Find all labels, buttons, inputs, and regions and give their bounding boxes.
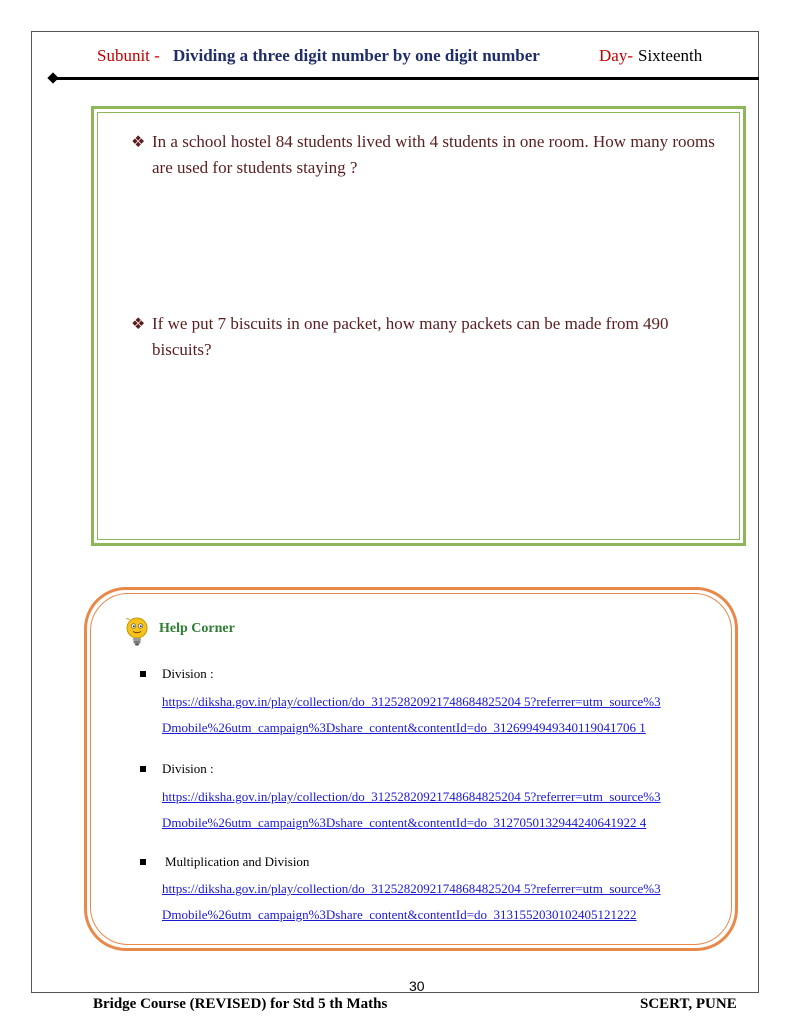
subunit-label: Subunit - — [97, 46, 160, 65]
footer-course-title: Bridge Course (REVISED) for Std 5 th Maths — [93, 996, 388, 1012]
page-header — [97, 46, 737, 70]
question-2 — [131, 311, 721, 363]
subunit-title: Dividing a three digit number by one digit number — [173, 46, 540, 65]
footer-publisher: SCERT, PUNE — [640, 996, 737, 1012]
lightbulb-face-icon — [124, 617, 150, 647]
help-item-link[interactable]: Dmobile%26utm_campaign%3Dshare_content&contentId=do_3127050132944240641922 4 — [162, 815, 647, 830]
header-rule — [54, 77, 759, 80]
help-item-link[interactable]: https://diksha.gov.in/play/collection/do_31252820921748684825204 5?referrer=utm_source%3 — [162, 881, 661, 896]
page-number: 30 — [409, 978, 425, 994]
square-bullet-icon — [140, 766, 146, 772]
day-label: Day- — [599, 46, 633, 65]
diamond-bullet-icon: ❖ — [131, 132, 146, 151]
help-item-link[interactable]: Dmobile%26utm_campaign%3Dshare_content&contentId=do_3131552030102405121222 — [162, 907, 637, 922]
help-item-label: Division : — [162, 761, 214, 776]
help-item-link[interactable]: Dmobile%26utm_campaign%3Dshare_content&contentId=do_3126994949340119041706 1 — [162, 720, 646, 735]
diamond-bullet-icon: ❖ — [131, 314, 146, 333]
question-1-text: In a school hostel 84 students lived with 4 students in one room. How many rooms are used for students staying ? — [152, 132, 715, 177]
question-2-text: If we put 7 biscuits in one packet, how many packets can be made from 490 biscuits? — [152, 314, 669, 359]
help-item-label: Division : — [162, 666, 214, 681]
question-1 — [131, 129, 721, 181]
help-item-link[interactable]: https://diksha.gov.in/play/collection/do_31252820921748684825204 5?referrer=utm_source%3 — [162, 694, 661, 709]
square-bullet-icon — [140, 859, 146, 865]
help-item-label: Multiplication and Division — [165, 854, 310, 869]
help-corner-title: Help Corner — [159, 621, 235, 636]
square-bullet-icon — [140, 671, 146, 677]
help-item-link[interactable]: https://diksha.gov.in/play/collection/do_31252820921748684825204 5?referrer=utm_source%3 — [162, 789, 661, 804]
day-value: Sixteenth — [638, 46, 703, 65]
